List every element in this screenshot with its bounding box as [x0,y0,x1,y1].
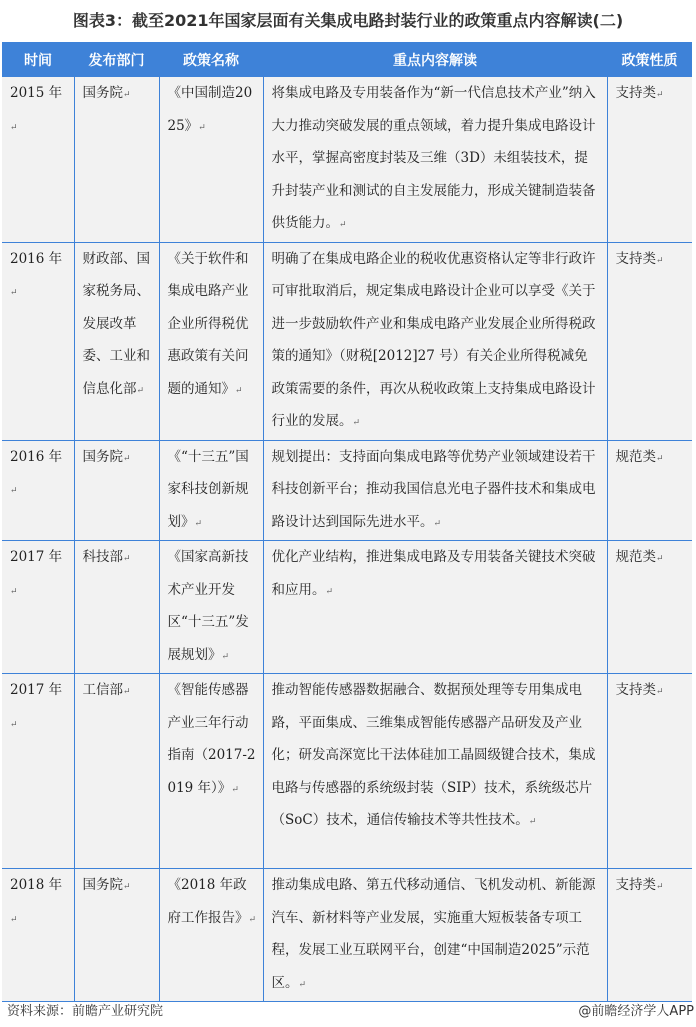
cell-type: 支持类 ↵ [616,877,664,893]
cell-content: 明确了在集成电路企业的税收优惠资格认定等非行政许可审批取消后，规定集成电路设计企业可以享受《关于进一步鼓励软件产业和集成电路产业发展企业所得税政策的通知》（财税[2012]27 号）有关企业所得税减免政策需要的条件，再次从税收政策上支持集成电路设计行业的发展。 ↵ [272,251,596,430]
policy-table [2,42,692,1002]
cell-time: 2016 年 ↵ [10,449,62,498]
table-row [2,674,692,869]
cell-content: 推动智能传感器数据融合、数据预处理等专用集成电路，平面集成、三维集成智能传感器产品研发及产业化；研发高深宽比干法体硅加工晶圆级键合技术，集成电路与传感器的系统级封装（SIP）技术，系统级芯片（SoC）技术，通信传输技术等共性技术。 ↵ [272,682,596,828]
source-note: 资料来源：前瞻产业研究院 [7,1004,164,1019]
cell-dept: 财政部、国家税务局、发展改革委、工业和信息化部 ↵ [83,251,151,397]
cell-type: 支持类 ↵ [616,85,664,101]
header-time: 时间 [2,42,74,77]
cell-time: 2016 年 ↵ [10,251,62,300]
table-row [2,77,692,242]
cell-name: 《关于软件和集成电路产业企业所得税优惠政策有关问题的通知》 ↵ [168,251,249,397]
cell-time: 2015 年 ↵ [10,85,62,134]
cell-type: 支持类 ↵ [616,682,664,698]
cell-type: 规范类 ↵ [616,449,664,465]
cell-content: 推动集成电路、第五代移动通信、飞机发动机、新能源汽车、新材料等产业发展，实施重大短板装备专项工程，发展工业互联网平台，创建“中国制造2025”示范区。 ↵ [272,877,596,991]
header-content: 重点内容解读 [263,42,607,77]
cell-dept: 国务院 ↵ [83,449,131,465]
cell-time: 2017 年 ↵ [10,682,62,731]
cell-name: 《中国制造2025》 ↵ [168,85,253,134]
header-name: 政策名称 [159,42,263,77]
table-row [2,869,692,1002]
cell-dept: 工信部 ↵ [83,682,131,698]
cell-content: 规划提出：支持面向集成电路等优势产业领域建设若干科技创新平台；推动我国信息光电子器件技术和集成电路设计达到国际先进水平。 ↵ [272,449,596,530]
cell-dept: 国务院 ↵ [83,85,131,101]
cell-name: 《智能传感器产业三年行动指南（2017-2019 年）》 ↵ [168,682,256,796]
header-type: 政策性质 [607,42,692,77]
cell-dept: 国务院 ↵ [83,877,131,893]
page-title: 图表3：截至2021年国家层面有关集成电路封装行业的政策重点内容解读(二) [72,11,624,30]
credit-note: @前瞻经济学人APP [578,1004,694,1019]
cell-content: 优化产业结构，推进集成电路及专用装备关键技术突破和应用。 ↵ [272,549,596,598]
cell-name: 《国家高新技术产业开发区“十三五”发展规划》 ↵ [168,549,249,663]
cell-time: 2017 年 ↵ [10,549,62,598]
table-row [2,541,692,674]
header-dept: 发布部门 [74,42,159,77]
cell-dept: 科技部 ↵ [83,549,131,565]
cell-content: 将集成电路及专用装备作为“新一代信息技术产业”纳入大力推动突破发展的重点领域，着力提升集成电路设计水平，掌握高密度封装及三维（3D）未组装技术，提升封装产业和测试的自主发展能力，形成关键制造装备供货能力。 ↵ [272,85,596,231]
cell-name: 《“十三五”国家科技创新规划》 ↵ [168,449,249,530]
cell-type: 规范类 ↵ [616,549,664,565]
cell-time: 2018 年 ↵ [10,877,62,926]
table-header [2,42,692,77]
cell-type: 支持类 ↵ [616,251,664,267]
cell-name: 《2018 年政府工作报告》 ↵ [168,877,257,926]
table-row [2,242,692,440]
table-row [2,440,692,541]
